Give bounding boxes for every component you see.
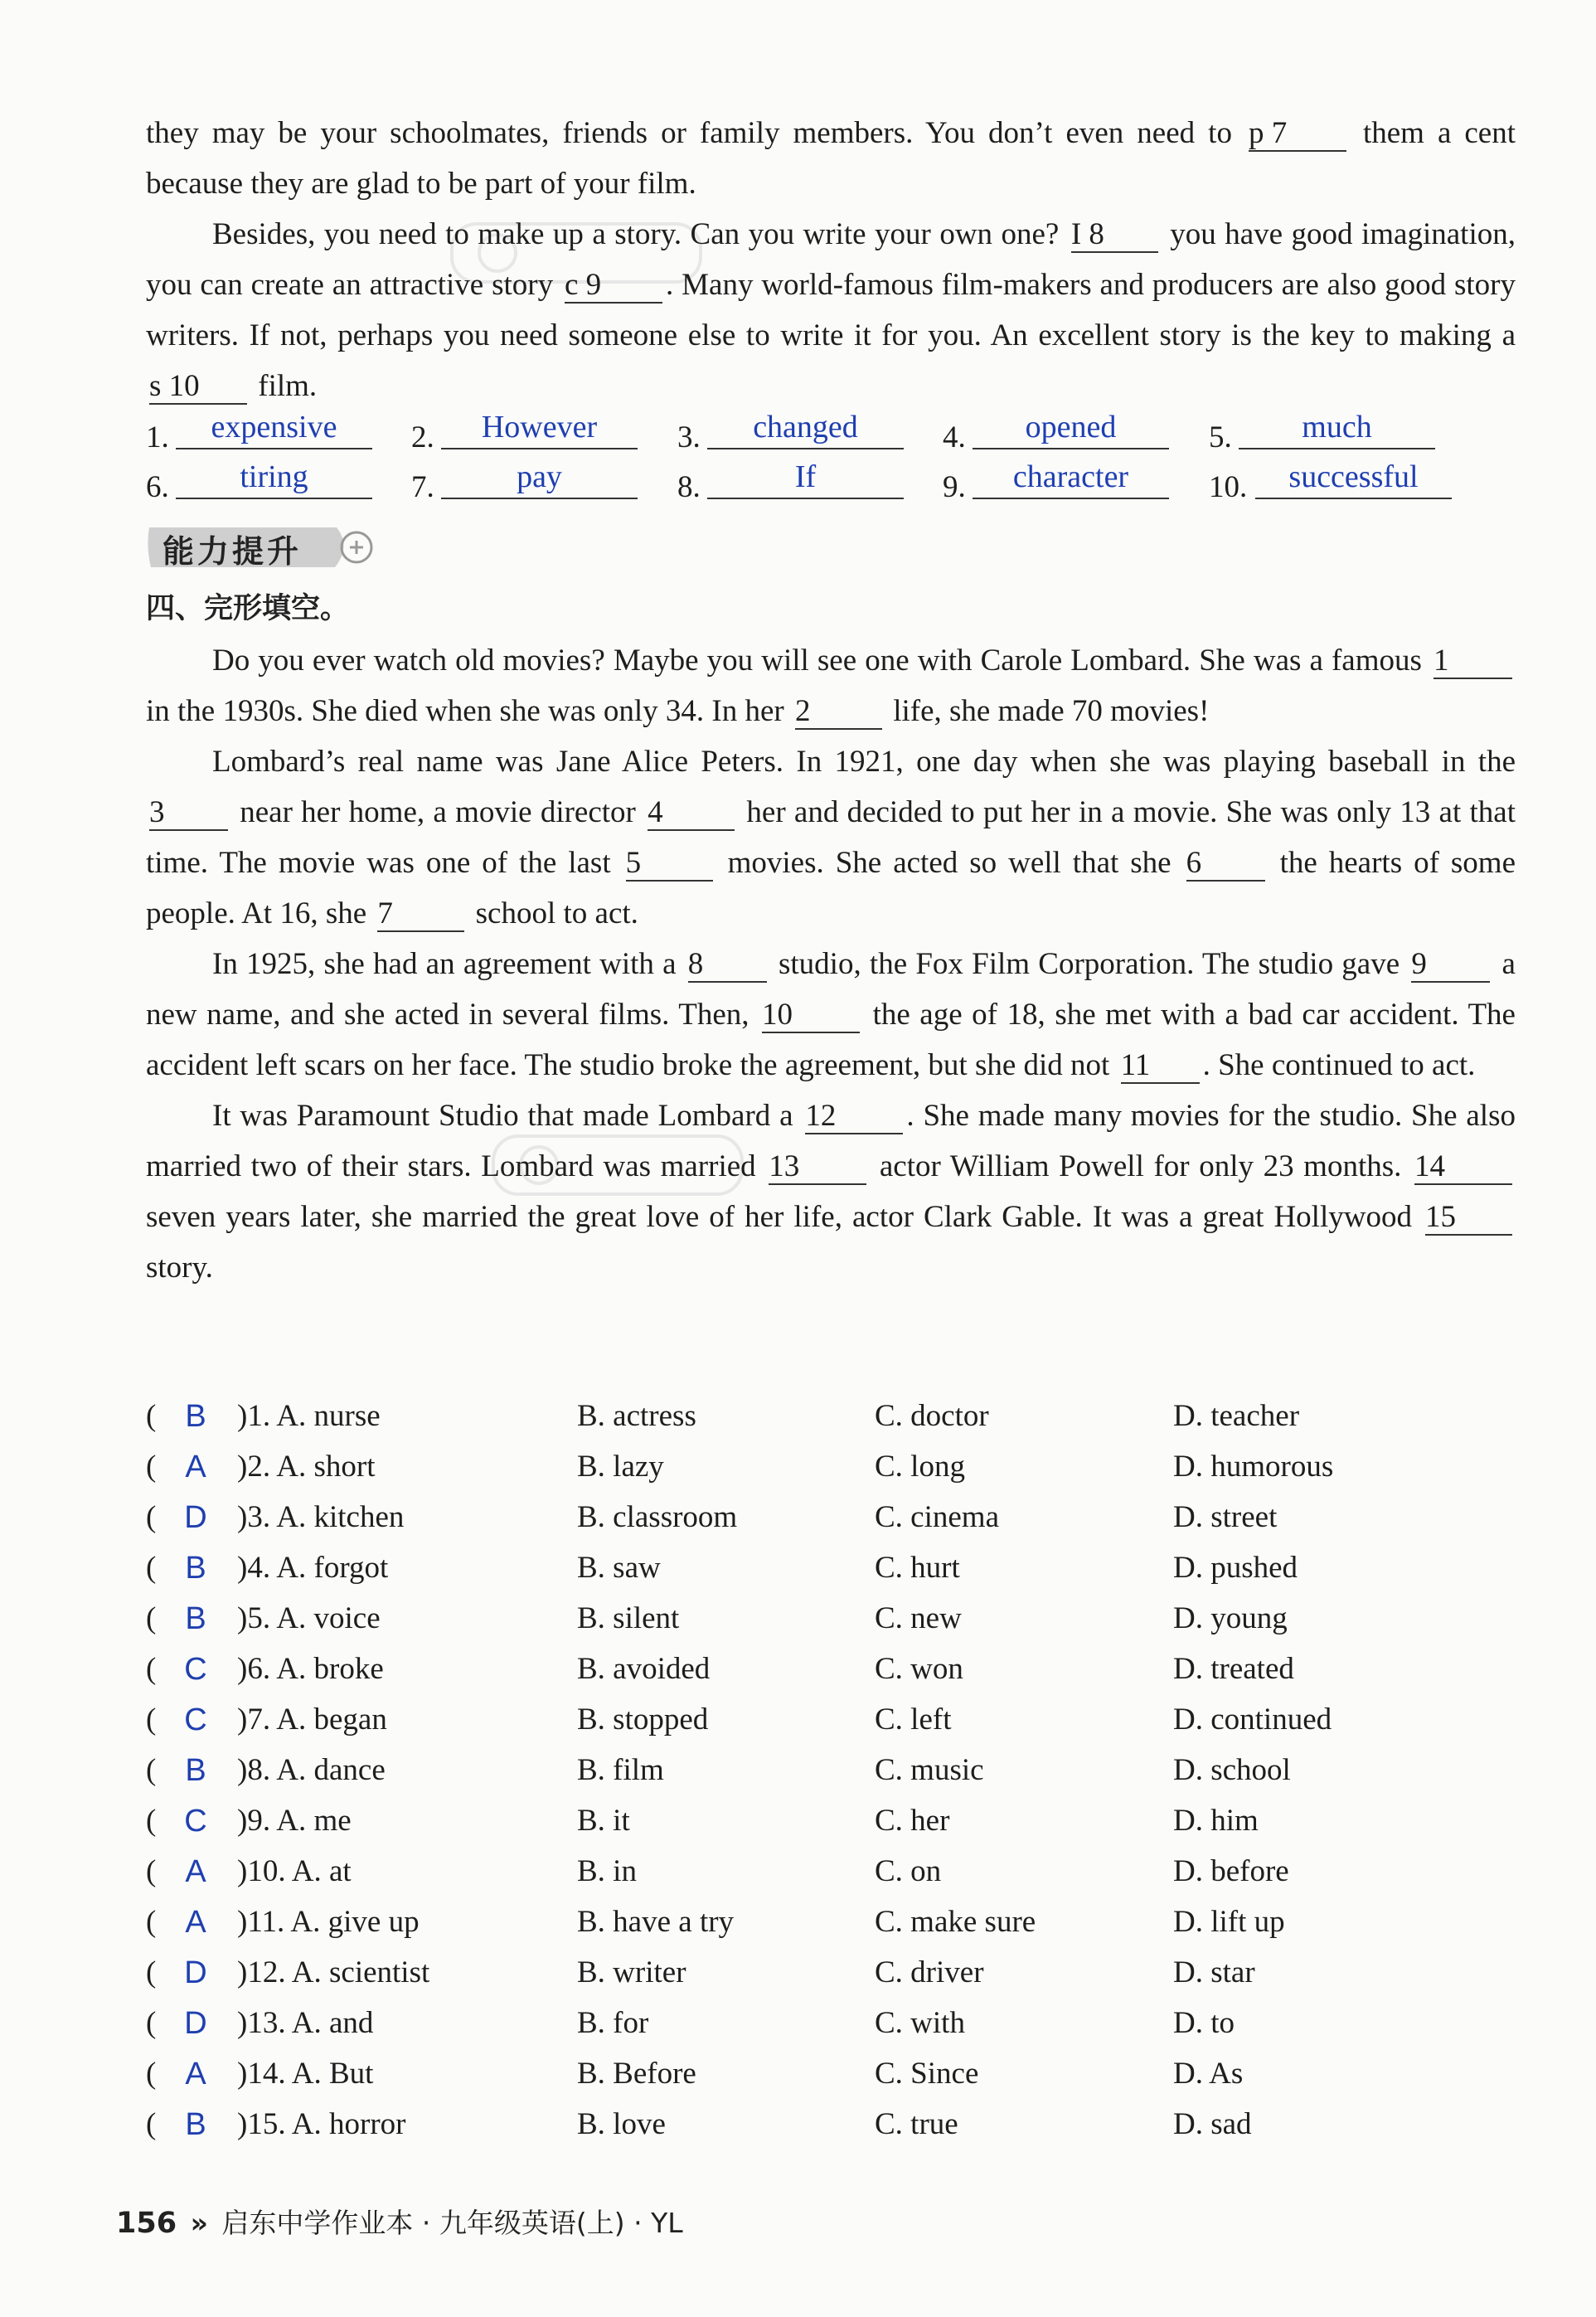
- choice-row: [146, 1543, 1547, 1593]
- paren: (: [146, 1703, 157, 1737]
- answer-text: character: [973, 458, 1169, 499]
- option-a: )9. A. me: [237, 1804, 352, 1838]
- option-c: C. long: [875, 1450, 965, 1484]
- option-d: D. treated: [1173, 1652, 1294, 1686]
- paragraph: [146, 108, 1516, 209]
- option-c: C. music: [875, 1753, 984, 1787]
- option-d: D. lift up: [1173, 1905, 1285, 1939]
- paren: (: [146, 1399, 157, 1433]
- option-b: B. it: [577, 1804, 630, 1838]
- choice-row: [146, 1796, 1547, 1846]
- answer-number: 4.: [943, 420, 966, 454]
- option-c: C. Since: [875, 2057, 979, 2091]
- option-b: B. saw: [577, 1551, 661, 1585]
- text: school to act.: [468, 896, 638, 930]
- choice-answer: A: [185, 2057, 206, 2091]
- answer-number: 5.: [1209, 420, 1232, 454]
- text: a new name, and she acted in several films. Then,: [146, 947, 1516, 1032]
- paren: (: [146, 1601, 157, 1635]
- paren: (: [146, 1450, 157, 1484]
- option-a: )5. A. voice: [237, 1601, 381, 1635]
- text: . She continued to act.: [1202, 1048, 1476, 1082]
- choice-answer: D: [184, 1500, 207, 1535]
- option-b: B. film: [577, 1753, 664, 1787]
- text: them a cent because they are glad to be part of your film.: [146, 116, 1516, 201]
- book-title: 启东中学作业本 · 九年级英语(上) · YL: [221, 2207, 683, 2239]
- option-c: C. driver: [875, 1955, 984, 1989]
- cloze-passage: [146, 635, 1516, 1293]
- choice-answer: B: [185, 1601, 206, 1636]
- choice-answer: A: [185, 1450, 206, 1484]
- option-c: C. with: [875, 2006, 965, 2040]
- banner-title: 能力提升: [163, 533, 303, 570]
- text: her and decided to put her in a movie. She was only 13 at that time. The movie was one of the last: [146, 795, 1516, 880]
- blank: s 10: [149, 370, 247, 405]
- blank: c 9: [565, 269, 662, 304]
- option-a: )15. A. horror: [237, 2107, 406, 2141]
- paren: (: [146, 1804, 157, 1838]
- text: studio, the Fox Film Corporation. The studio gave: [769, 947, 1409, 981]
- option-c: C. cinema: [875, 1500, 1000, 1534]
- option-d: D. continued: [1173, 1703, 1332, 1737]
- option-a: )10. A. at: [237, 1854, 352, 1888]
- option-c: C. left: [875, 1703, 952, 1737]
- blank: 10: [762, 998, 860, 1033]
- text: film.: [250, 369, 318, 403]
- answer-text: If: [707, 458, 904, 499]
- text: Do you ever watch old movies? Maybe you will see one with Carole Lombard. She was a famous: [212, 644, 1430, 678]
- choice-row: [146, 1392, 1547, 1441]
- choice-row: [146, 1695, 1547, 1745]
- section-banner: [144, 521, 383, 572]
- answer-number: 8.: [677, 470, 701, 504]
- answer-text: tiring: [176, 458, 372, 499]
- text: Besides, you need to make up a story. Can you write your own one?: [212, 217, 1068, 251]
- blank: 15: [1425, 1201, 1512, 1236]
- choice-answer: D: [184, 1955, 207, 1990]
- text: near her home, a movie director: [231, 795, 645, 829]
- choice-row: [146, 1948, 1547, 1998]
- option-d: D. street: [1173, 1500, 1278, 1534]
- text: they may be your schoolmates, friends or family members. You don’t even need to: [146, 116, 1245, 150]
- answer-text: opened: [973, 408, 1169, 449]
- blank: 4: [648, 796, 735, 831]
- option-a: )3. A. kitchen: [237, 1500, 405, 1534]
- option-d: D. young: [1173, 1601, 1288, 1635]
- answer-number: 1.: [146, 420, 169, 454]
- paragraph: [146, 635, 1516, 736]
- answer-number: 9.: [943, 470, 966, 504]
- option-d: D. star: [1173, 1955, 1255, 1989]
- text: actor William Powell for only 23 months.: [870, 1149, 1411, 1183]
- answer-number: 3.: [677, 420, 701, 454]
- text: the hearts of some people. At 16, she: [146, 846, 1516, 930]
- option-b: B. lazy: [577, 1450, 664, 1484]
- answer-text: successful: [1255, 458, 1452, 499]
- option-c: C. new: [875, 1601, 962, 1635]
- option-a: )14. A. But: [237, 2057, 374, 2091]
- paren: (: [146, 1854, 157, 1888]
- paren: (: [146, 1551, 157, 1585]
- option-b: B. in: [577, 1854, 637, 1888]
- option-c: C. on: [875, 1854, 942, 1888]
- answer-row: [146, 408, 1547, 458]
- choice-answer: D: [184, 2006, 207, 2041]
- option-b: B. avoided: [577, 1652, 711, 1686]
- page-footer: [116, 2202, 683, 2241]
- option-a: )8. A. dance: [237, 1753, 386, 1787]
- option-b: B. stopped: [577, 1703, 709, 1737]
- option-c: C. true: [875, 2107, 958, 2141]
- blank: 1: [1433, 644, 1512, 679]
- text: In 1925, she had an agreement with a: [212, 947, 685, 981]
- paren: (: [146, 1500, 157, 1534]
- paragraph: [146, 939, 1516, 1090]
- option-b: B. classroom: [577, 1500, 738, 1534]
- blank: p 7: [1249, 117, 1346, 152]
- paren: (: [146, 1652, 157, 1686]
- choice-row: [146, 2100, 1547, 2149]
- option-a: )7. A. began: [237, 1703, 387, 1737]
- blank: 7: [377, 897, 464, 932]
- choice-answer: A: [185, 1854, 206, 1889]
- blank: 14: [1414, 1150, 1512, 1185]
- answer-number: 10.: [1209, 470, 1248, 504]
- blank: 5: [626, 847, 713, 882]
- choice-row: [146, 1442, 1547, 1492]
- option-c: C. her: [875, 1804, 950, 1838]
- paren: (: [146, 1905, 157, 1939]
- option-d: D. As: [1173, 2057, 1244, 2091]
- choice-answer: C: [184, 1703, 207, 1737]
- choice-answer: B: [185, 1399, 206, 1434]
- choice-answer: C: [184, 1804, 207, 1839]
- option-b: B. have a try: [577, 1905, 735, 1939]
- answer-text: However: [441, 408, 638, 449]
- option-d: D. humorous: [1173, 1450, 1334, 1484]
- choice-row: [146, 1493, 1547, 1542]
- option-a: )6. A. broke: [237, 1652, 384, 1686]
- text: in the 1930s. She died when she was only 34. In her: [146, 694, 792, 728]
- blank: 11: [1121, 1049, 1200, 1084]
- option-a: )13. A. and: [237, 2006, 374, 2040]
- choice-row: [146, 1897, 1547, 1947]
- paren: (: [146, 2006, 157, 2040]
- option-c: C. hurt: [875, 1551, 960, 1585]
- option-d: D. school: [1173, 1753, 1291, 1787]
- option-b: B. silent: [577, 1601, 680, 1635]
- text: seven years later, she married the great love of her life, actor Clark Gable. It was a great Hollywood: [146, 1200, 1422, 1234]
- passage-top: [146, 108, 1516, 411]
- choice-answer: C: [184, 1652, 207, 1687]
- blank: I 8: [1071, 218, 1158, 253]
- chevron-icon: »: [190, 2207, 208, 2239]
- answer-number: 2.: [411, 420, 434, 454]
- answer-text: changed: [707, 408, 904, 449]
- option-b: B. Before: [577, 2057, 696, 2091]
- blank: 3: [149, 796, 228, 831]
- option-a: )1. A. nurse: [237, 1399, 381, 1433]
- option-c: C. doctor: [875, 1399, 989, 1433]
- answer-number: 6.: [146, 470, 169, 504]
- text: It was Paramount Studio that made Lombard a: [212, 1099, 803, 1133]
- blank: 2: [795, 695, 882, 730]
- paren: (: [146, 2107, 157, 2141]
- option-d: D. before: [1173, 1854, 1289, 1888]
- choice-row: [146, 2049, 1547, 2099]
- paren: (: [146, 1753, 157, 1787]
- choice-row: [146, 1847, 1547, 1897]
- option-d: D. pushed: [1173, 1551, 1298, 1585]
- paragraph: [146, 736, 1516, 939]
- blank: 9: [1411, 948, 1490, 983]
- paren: (: [146, 1955, 157, 1989]
- option-b: B. actress: [577, 1399, 696, 1433]
- option-d: D. him: [1173, 1804, 1259, 1838]
- option-a: )11. A. give up: [237, 1905, 420, 1939]
- blank: 8: [688, 948, 767, 983]
- option-b: B. for: [577, 2006, 649, 2040]
- text: . Many world-famous film-makers and producers are also good story writers. If not, perhaps you need someone else to write it for you. An excellent story is the key to making a: [146, 268, 1516, 352]
- option-c: C. make sure: [875, 1905, 1036, 1939]
- option-d: D. to: [1173, 2006, 1235, 2040]
- answer-row: [146, 458, 1547, 508]
- option-a: )4. A. forgot: [237, 1551, 389, 1585]
- answer-text: much: [1239, 408, 1435, 449]
- option-c: C. won: [875, 1652, 963, 1686]
- choice-answer: B: [185, 2107, 206, 2142]
- option-b: B. love: [577, 2107, 666, 2141]
- text: the age of 18, she met with a bad car accident. The accident left scars on her face. The studio broke the agreement, but she did not: [146, 998, 1516, 1082]
- paren: (: [146, 2057, 157, 2091]
- choice-row: [146, 1999, 1547, 2048]
- option-d: D. teacher: [1173, 1399, 1300, 1433]
- answer-number: 7.: [411, 470, 434, 504]
- choice-row: [146, 1746, 1547, 1795]
- text: story.: [146, 1251, 213, 1285]
- text: . She made many movies for the studio. She also married two of their stars. Lombard was married: [146, 1099, 1516, 1183]
- question-title: 四、完形填空。: [146, 592, 350, 625]
- text: Lombard’s real name was Jane Alice Peters. In 1921, one day when she was playing baseball in the: [212, 745, 1516, 779]
- blank: 12: [805, 1100, 903, 1134]
- choice-answer: A: [185, 1905, 206, 1940]
- option-a: )2. A. short: [237, 1450, 376, 1484]
- blank: 13: [769, 1150, 866, 1185]
- option-b: B. writer: [577, 1955, 686, 1989]
- choice-answer: B: [185, 1753, 206, 1788]
- text: life, she made 70 movies!: [885, 694, 1210, 728]
- option-a: )12. A. scientist: [237, 1955, 430, 1989]
- option-d: D. sad: [1173, 2107, 1252, 2141]
- choice-row: [146, 1644, 1547, 1694]
- text: you have good imagination, you can create an attractive story: [146, 217, 1516, 302]
- paragraph: [146, 209, 1516, 411]
- blank: 6: [1186, 847, 1265, 882]
- text: movies. She acted so well that she: [716, 846, 1183, 880]
- choice-row: [146, 1594, 1547, 1644]
- page-number: 156: [116, 2207, 177, 2240]
- answer-text: expensive: [176, 408, 372, 449]
- answer-text: pay: [441, 458, 638, 499]
- choice-answer: B: [185, 1551, 206, 1586]
- paragraph: [146, 1090, 1516, 1293]
